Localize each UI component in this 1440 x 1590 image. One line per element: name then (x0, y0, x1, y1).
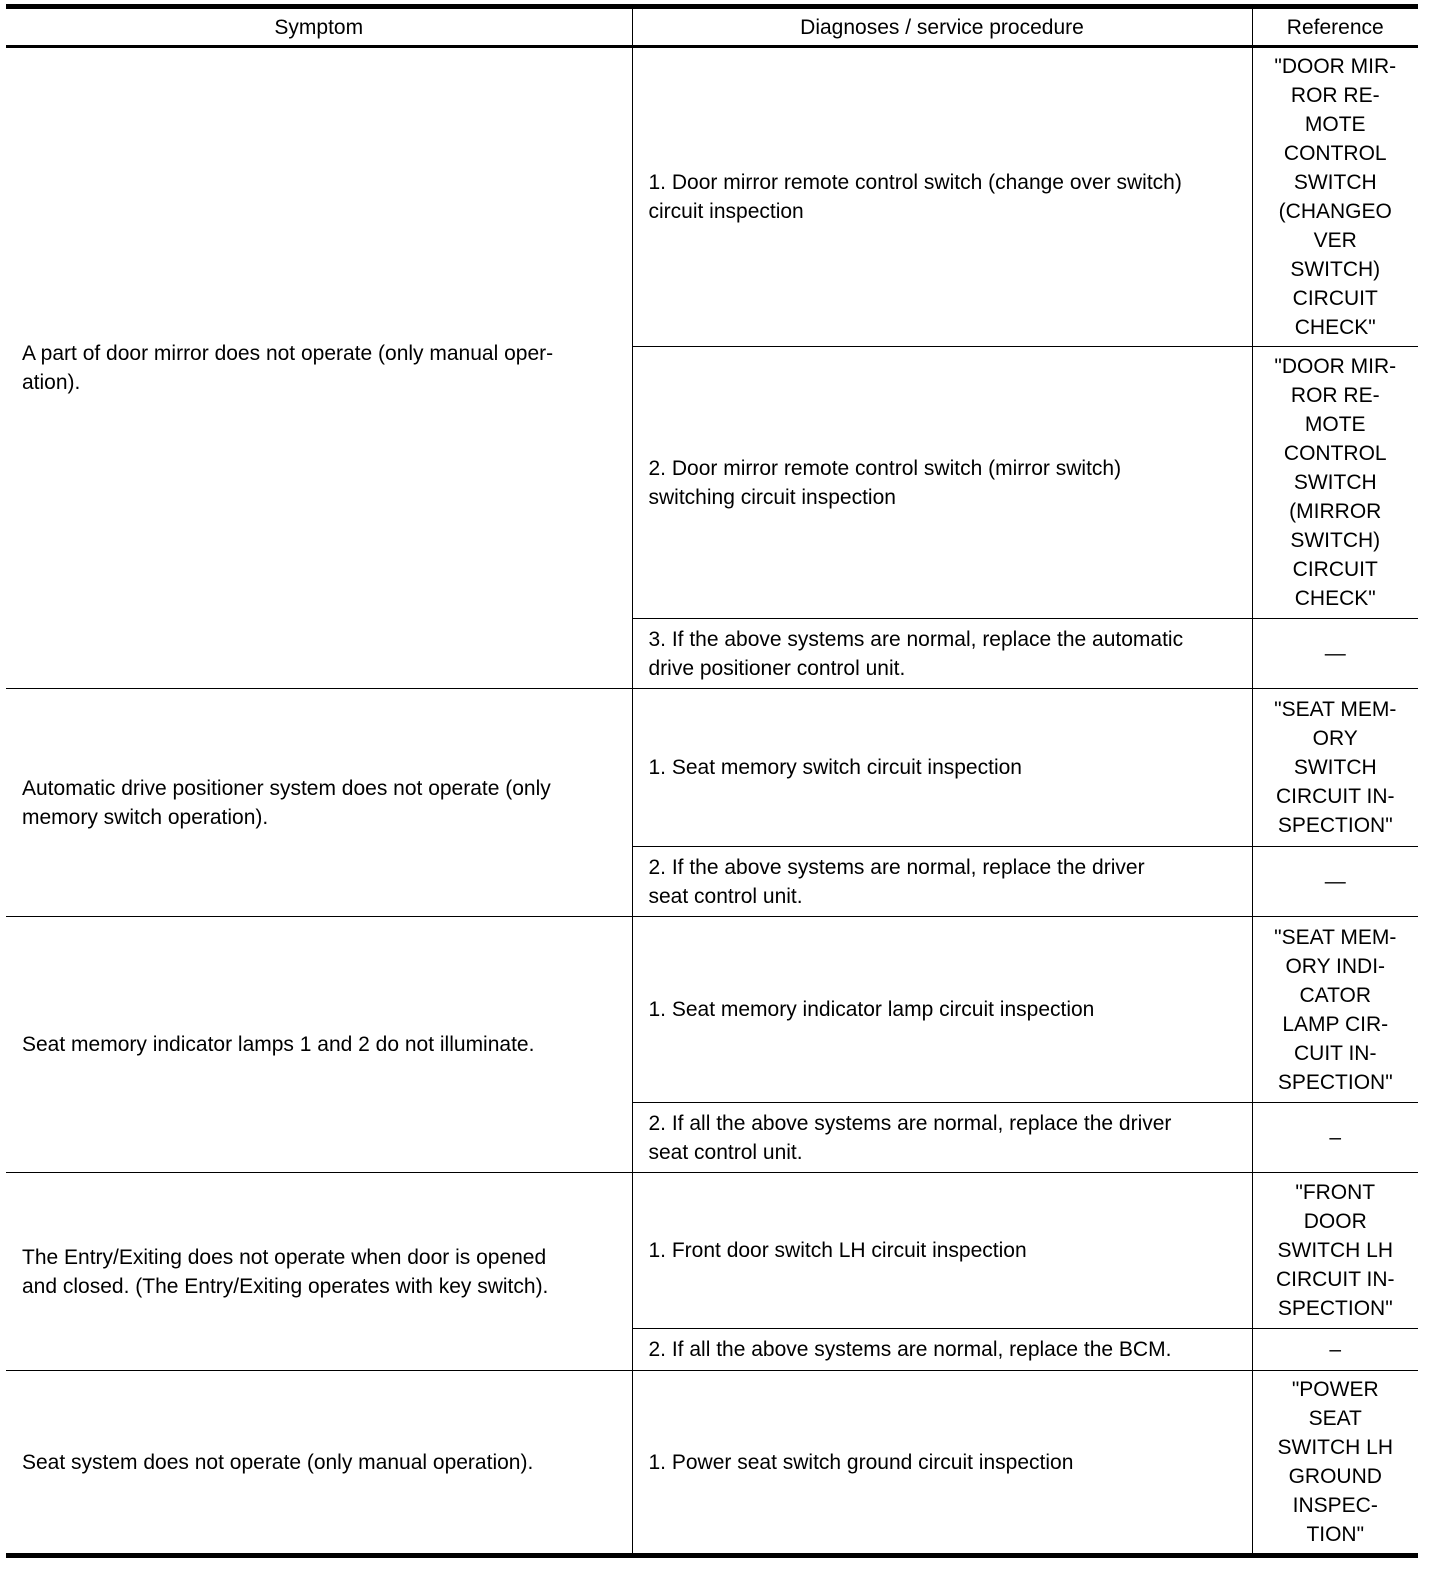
reference-line: "SEAT MEM- (1274, 698, 1397, 721)
text-line: A part of door mirror does not operate (only manual oper- (22, 342, 554, 365)
reference-line: CUIT IN- (1294, 1041, 1377, 1065)
symptom-group (6, 47, 1418, 689)
header-row (6, 7, 1418, 47)
symptom-cell (6, 47, 632, 689)
symptom-cell (6, 917, 632, 1173)
reference-cell (1252, 619, 1418, 689)
header-symptom: Symptom (6, 7, 632, 47)
reference-line: SWITCH) (1290, 529, 1381, 552)
reference-line: SWITCH (1293, 471, 1377, 494)
reference-line: CIRCUIT IN- (1275, 785, 1395, 808)
reference-line: – (1329, 1338, 1342, 1361)
text-line: 1. Front door switch LH circuit inspection (648, 1239, 1027, 1262)
symptom-cell (6, 1371, 632, 1556)
reference-line: GROUND (1288, 1465, 1382, 1488)
text-line: seat control unit. (648, 1140, 803, 1164)
reference-line: SWITCH (1293, 756, 1377, 779)
reference-line: CIRCUIT (1292, 558, 1378, 581)
reference-cell (1252, 917, 1418, 1103)
reference-line: — (1324, 870, 1346, 893)
reference-line: (CHANGEO (1278, 200, 1392, 223)
reference-line: CIRCUIT (1292, 287, 1378, 310)
text-line: switching circuit inspection (648, 485, 896, 509)
reference-line: SPECTION" (1277, 1297, 1393, 1320)
text-line: Seat system does not operate (only manual operation). (22, 1450, 534, 1474)
text-line: 2. Door mirror remote control switch (mirror switch) (648, 456, 1122, 480)
reference-line: CONTROL (1283, 142, 1387, 165)
table-row (6, 917, 1418, 1103)
text-line: Seat memory indicator lamps 1 and 2 do not illuminate. (22, 1033, 535, 1056)
text-line: 1. Seat memory indicator lamp circuit inspection (648, 998, 1095, 1021)
reference-line: DOOR (1303, 1210, 1367, 1233)
reference-line: VER (1313, 229, 1357, 252)
procedure-cell (632, 1371, 1252, 1556)
reference-line: – (1329, 1126, 1342, 1149)
text-line: 1. Seat memory switch circuit inspection (648, 756, 1022, 779)
reference-cell (1252, 1103, 1418, 1173)
diagnosis-table (6, 4, 1418, 1558)
symptom-group (6, 917, 1418, 1173)
text-line: memory switch operation). (22, 805, 269, 829)
reference-line: SWITCH LH (1277, 1239, 1393, 1262)
text-line: The Entry/Exiting does not operate when door is opened (22, 1245, 547, 1269)
symptom-group (6, 689, 1418, 917)
procedure-cell (632, 917, 1252, 1103)
reference-line: ROR RE- (1290, 84, 1380, 107)
reference-line: (MIRROR (1289, 500, 1382, 523)
reference-line: CHECK" (1294, 316, 1376, 339)
reference-line: "SEAT MEM- (1274, 925, 1397, 949)
text-line: 2. If the above systems are normal, replace the driver (648, 855, 1145, 879)
text-line: 3. If the above systems are normal, replace the automatic (648, 627, 1184, 651)
reference-line: SWITCH) (1290, 258, 1381, 281)
text-line: 1. Power seat switch ground circuit inspection (648, 1450, 1074, 1474)
procedure-cell (632, 1173, 1252, 1329)
header-reference: Reference (1286, 15, 1384, 39)
table-row (6, 1173, 1418, 1329)
reference-line: MOTE (1304, 413, 1366, 436)
reference-cell (1252, 347, 1418, 619)
symptom-cell (6, 689, 632, 917)
text-line: 2. If all the above systems are normal, replace the BCM. (648, 1338, 1172, 1361)
reference-line: "DOOR MIR- (1274, 355, 1397, 378)
procedure-cell (632, 847, 1252, 917)
procedure-cell (632, 47, 1252, 347)
reference-line: "FRONT (1295, 1181, 1376, 1204)
header-procedure: Diagnoses / service procedure (632, 7, 1252, 47)
reference-line: SWITCH LH (1277, 1436, 1393, 1459)
text-line: ation). (22, 371, 81, 394)
table-row (6, 47, 1418, 347)
reference-cell (1252, 1173, 1418, 1329)
reference-line: SPECTION" (1277, 1070, 1393, 1094)
symptom-cell (6, 1173, 632, 1371)
reference-line: ROR RE- (1290, 384, 1380, 407)
reference-line: CATOR (1299, 983, 1372, 1007)
reference-line: MOTE (1304, 113, 1366, 136)
reference-line: SEAT (1308, 1407, 1362, 1430)
reference-cell (1252, 847, 1418, 917)
procedure-cell (632, 619, 1252, 689)
reference-cell (1252, 1371, 1418, 1556)
reference-line: CONTROL (1283, 442, 1387, 465)
procedure-cell (632, 1329, 1252, 1371)
procedure-cell (632, 689, 1252, 847)
reference-line: INSPEC- (1292, 1494, 1378, 1517)
reference-line: "POWER (1291, 1378, 1379, 1401)
table-row (6, 1371, 1418, 1556)
reference-line: CIRCUIT IN- (1275, 1268, 1395, 1291)
reference-cell (1252, 47, 1418, 347)
text-line: and closed. (The Entry/Exiting operates with key switch). (22, 1274, 549, 1298)
reference-line: ORY (1312, 727, 1358, 750)
reference-line: ORY INDI- (1285, 954, 1386, 978)
reference-line: SPECTION" (1277, 814, 1393, 837)
text-line: seat control unit. (648, 884, 803, 908)
table-row (6, 689, 1418, 847)
reference-line: "DOOR MIR- (1274, 55, 1397, 78)
symptom-group (6, 1173, 1418, 1371)
reference-line: TION" (1306, 1523, 1365, 1546)
text-line: circuit inspection (648, 200, 804, 223)
reference-cell (1252, 1329, 1418, 1371)
procedure-cell (632, 347, 1252, 619)
text-line: 1. Door mirror remote control switch (change over switch) (648, 171, 1182, 194)
procedure-cell (632, 1103, 1252, 1173)
reference-line: LAMP CIR- (1282, 1012, 1389, 1036)
text-line: Automatic drive positioner system does not operate (only (22, 776, 551, 800)
reference-line: — (1324, 642, 1346, 665)
reference-line: CHECK" (1294, 587, 1376, 610)
symptom-group (6, 1371, 1418, 1556)
text-line: 2. If all the above systems are normal, replace the driver (648, 1111, 1172, 1135)
reference-cell (1252, 689, 1418, 847)
text-line: drive positioner control unit. (648, 656, 906, 680)
reference-line: SWITCH (1293, 171, 1377, 194)
